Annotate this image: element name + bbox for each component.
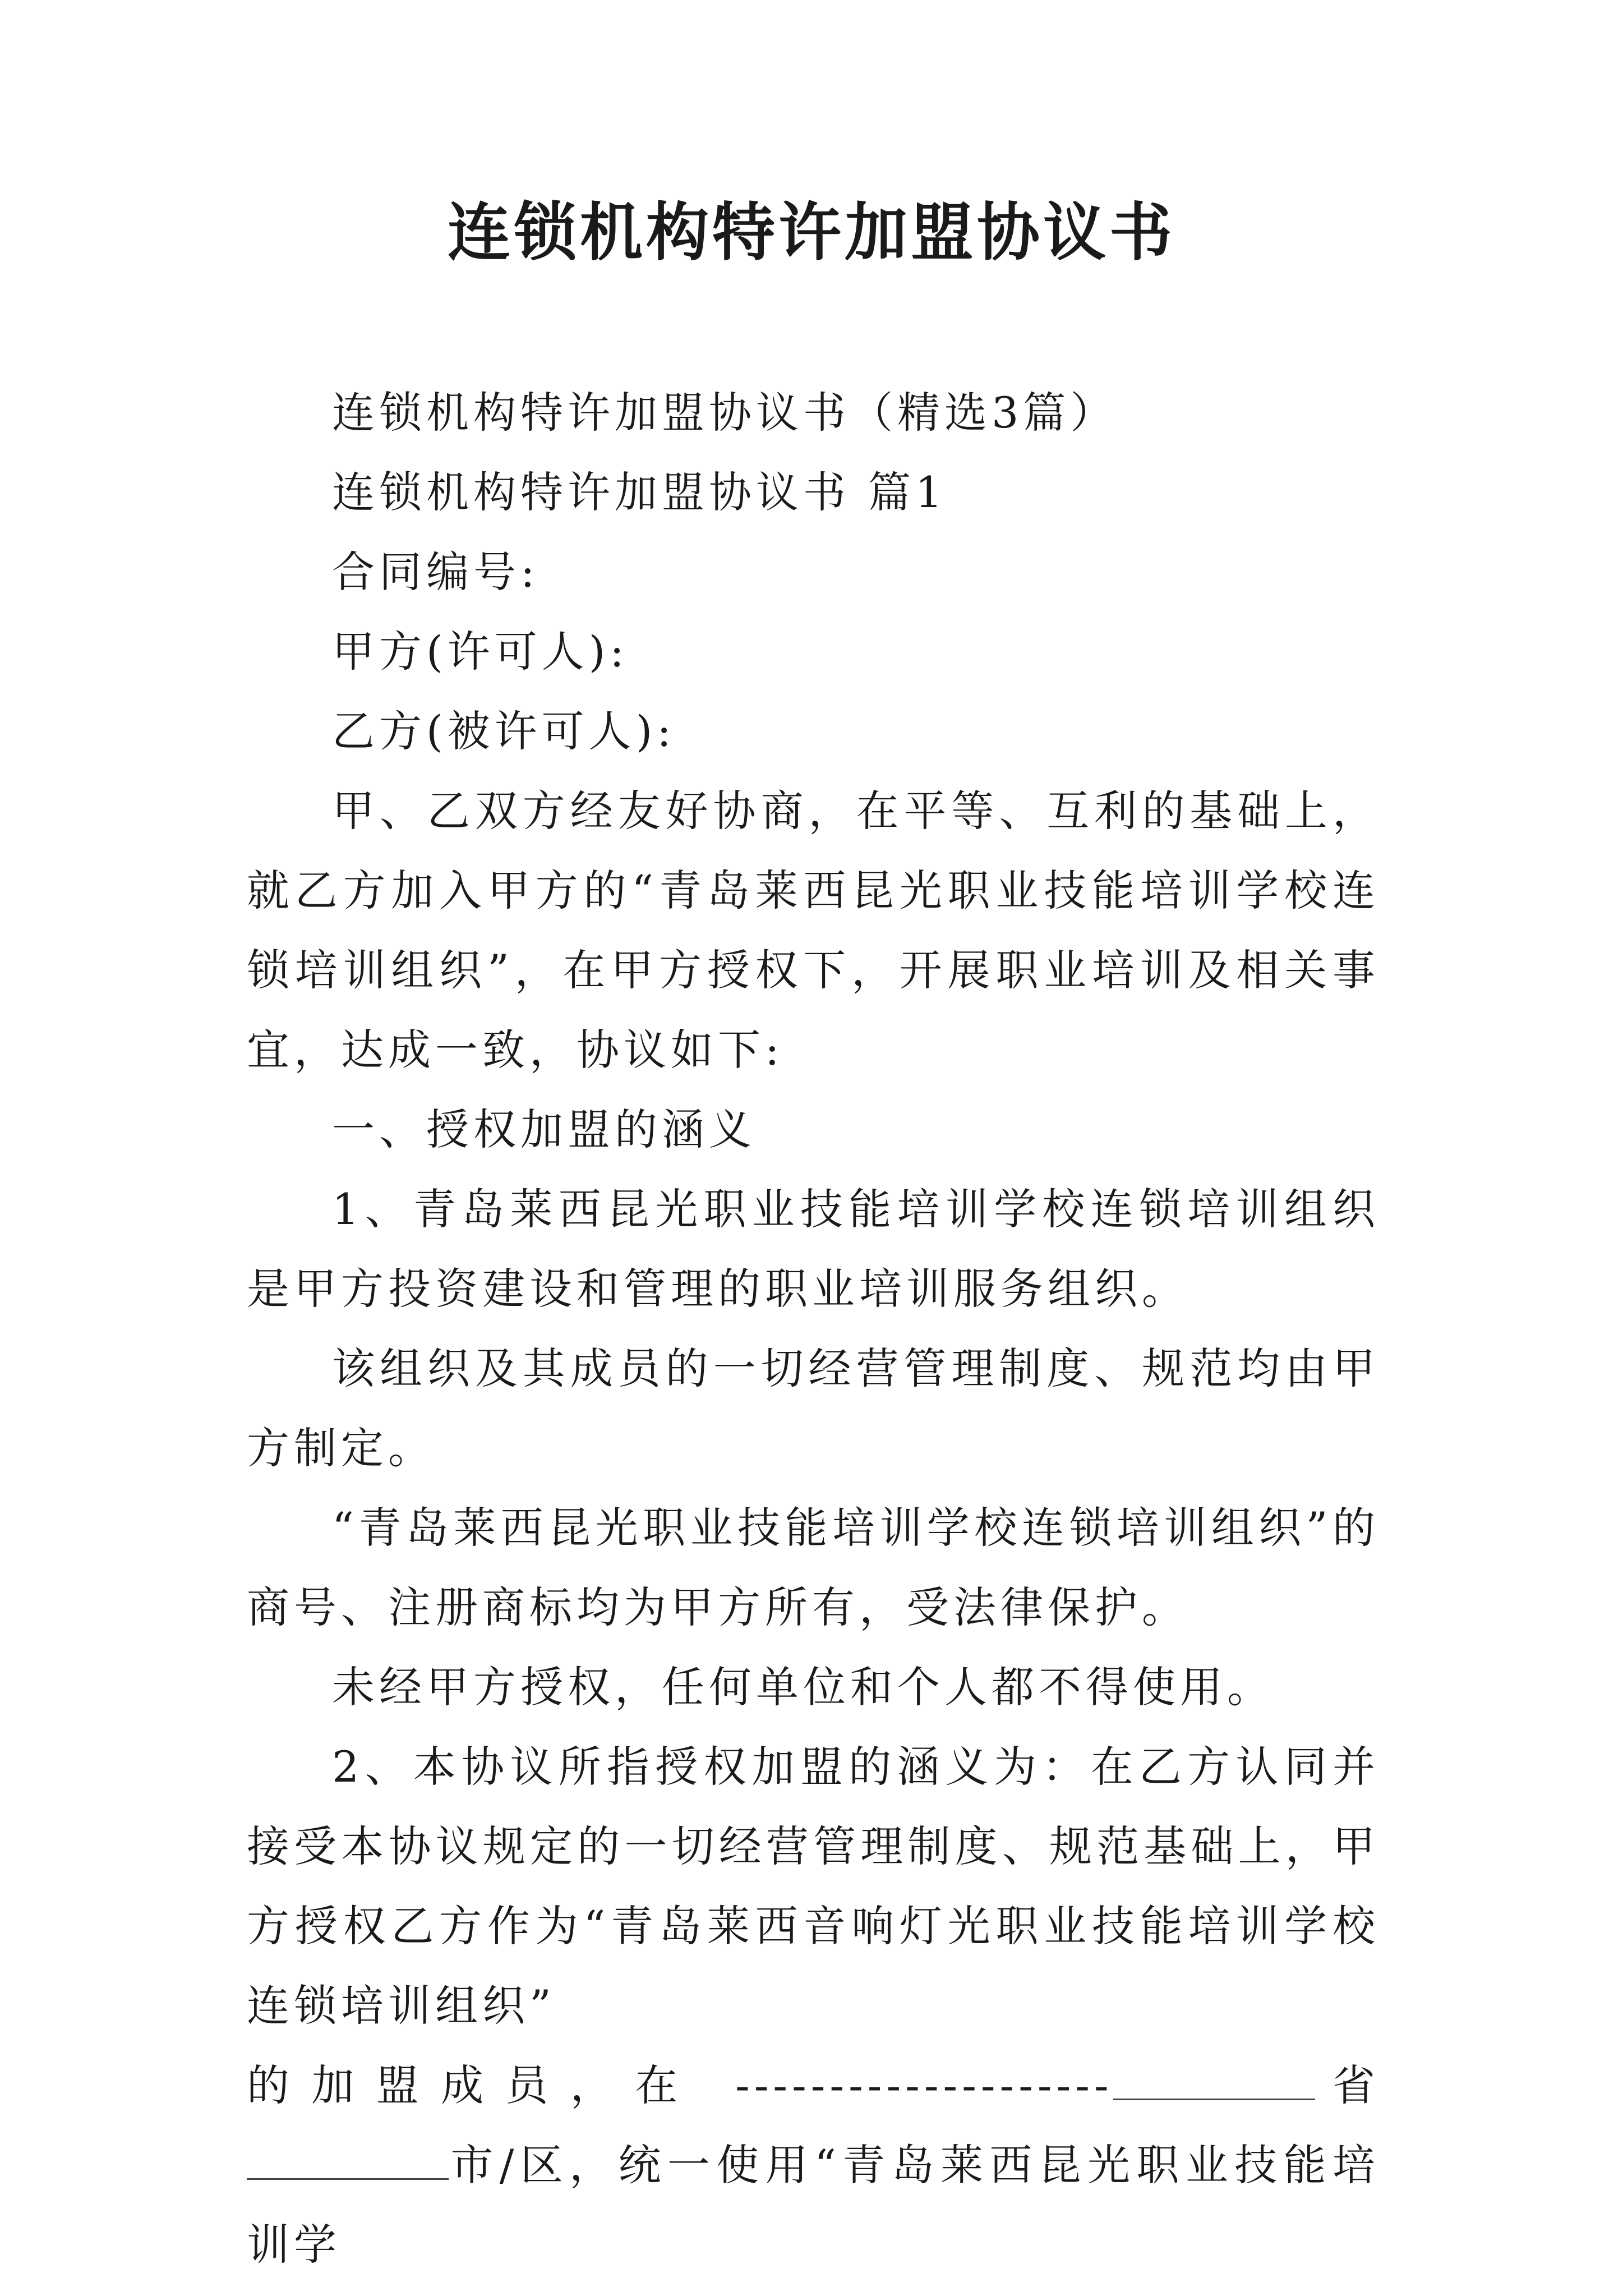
clause-paragraph: 1、青岛莱西昆光职业技能培训学校连锁培训组织是甲方投资建设和管理的职业培训服务组织。 [247,1184,1380,1314]
clause-paragraph: 2、本协议所指授权加盟的涵义为：在乙方认同并接受本协议规定的一切经营管理制度、规范基础上，甲方授权乙方作为“青岛莱西音响灯光职业技能培训学校连锁培训组织” [247,1742,1380,2031]
intro-paragraph: 甲、乙双方经友好协商，在平等、互利的基础上，就乙方加入甲方的“青岛莱西昆光职业技能培训学校连锁培训组织”，在甲方授权下，开展职业培训及相关事宜，达成一致，协议如下: [247,786,1380,1075]
clause-paragraph: 该组织及其成员的一切经营管理制度、规范均由甲方制定。 [247,1343,1380,1473]
party-b-line: 乙方(被许可人): [332,706,676,756]
clause-heading: 一、授权加盟的涵义 [332,1105,756,1154]
clause-paragraph: 未经甲方授权，任何单位和个人都不得使用。 [332,1662,1274,1712]
clause-paragraph: “青岛莱西昆光职业技能培训学校连锁培训组织”的商号、注册商标均为甲方所有，受法律保护。 [247,1503,1380,1632]
clause-text-segment: 的加盟成员，在 -------------------- [247,2060,1113,2110]
document-body [247,373,1380,2285]
clause-continuation-line [247,2125,1380,2285]
clause-text-segment: 省 [1315,2060,1380,2110]
clause-text-segment: 市/区，统一使用“青岛莱西昆光职业技能培训学 [247,2140,1380,2270]
section-heading: 连锁机构特许加盟协议书 篇1 [332,467,947,517]
document-title: 连锁机构特许加盟协议书 [448,196,1175,269]
party-a-line: 甲方(许可人): [332,627,629,677]
fill-in-blank-province [1113,2059,1315,2100]
fill-in-blank-city [247,2139,449,2180]
clause-continuation-line [247,2046,1380,2125]
contract-number-line: 合同编号: [332,547,540,597]
subtitle-paragraph: 连锁机构特许加盟协议书（精选3篇） [332,388,1118,438]
